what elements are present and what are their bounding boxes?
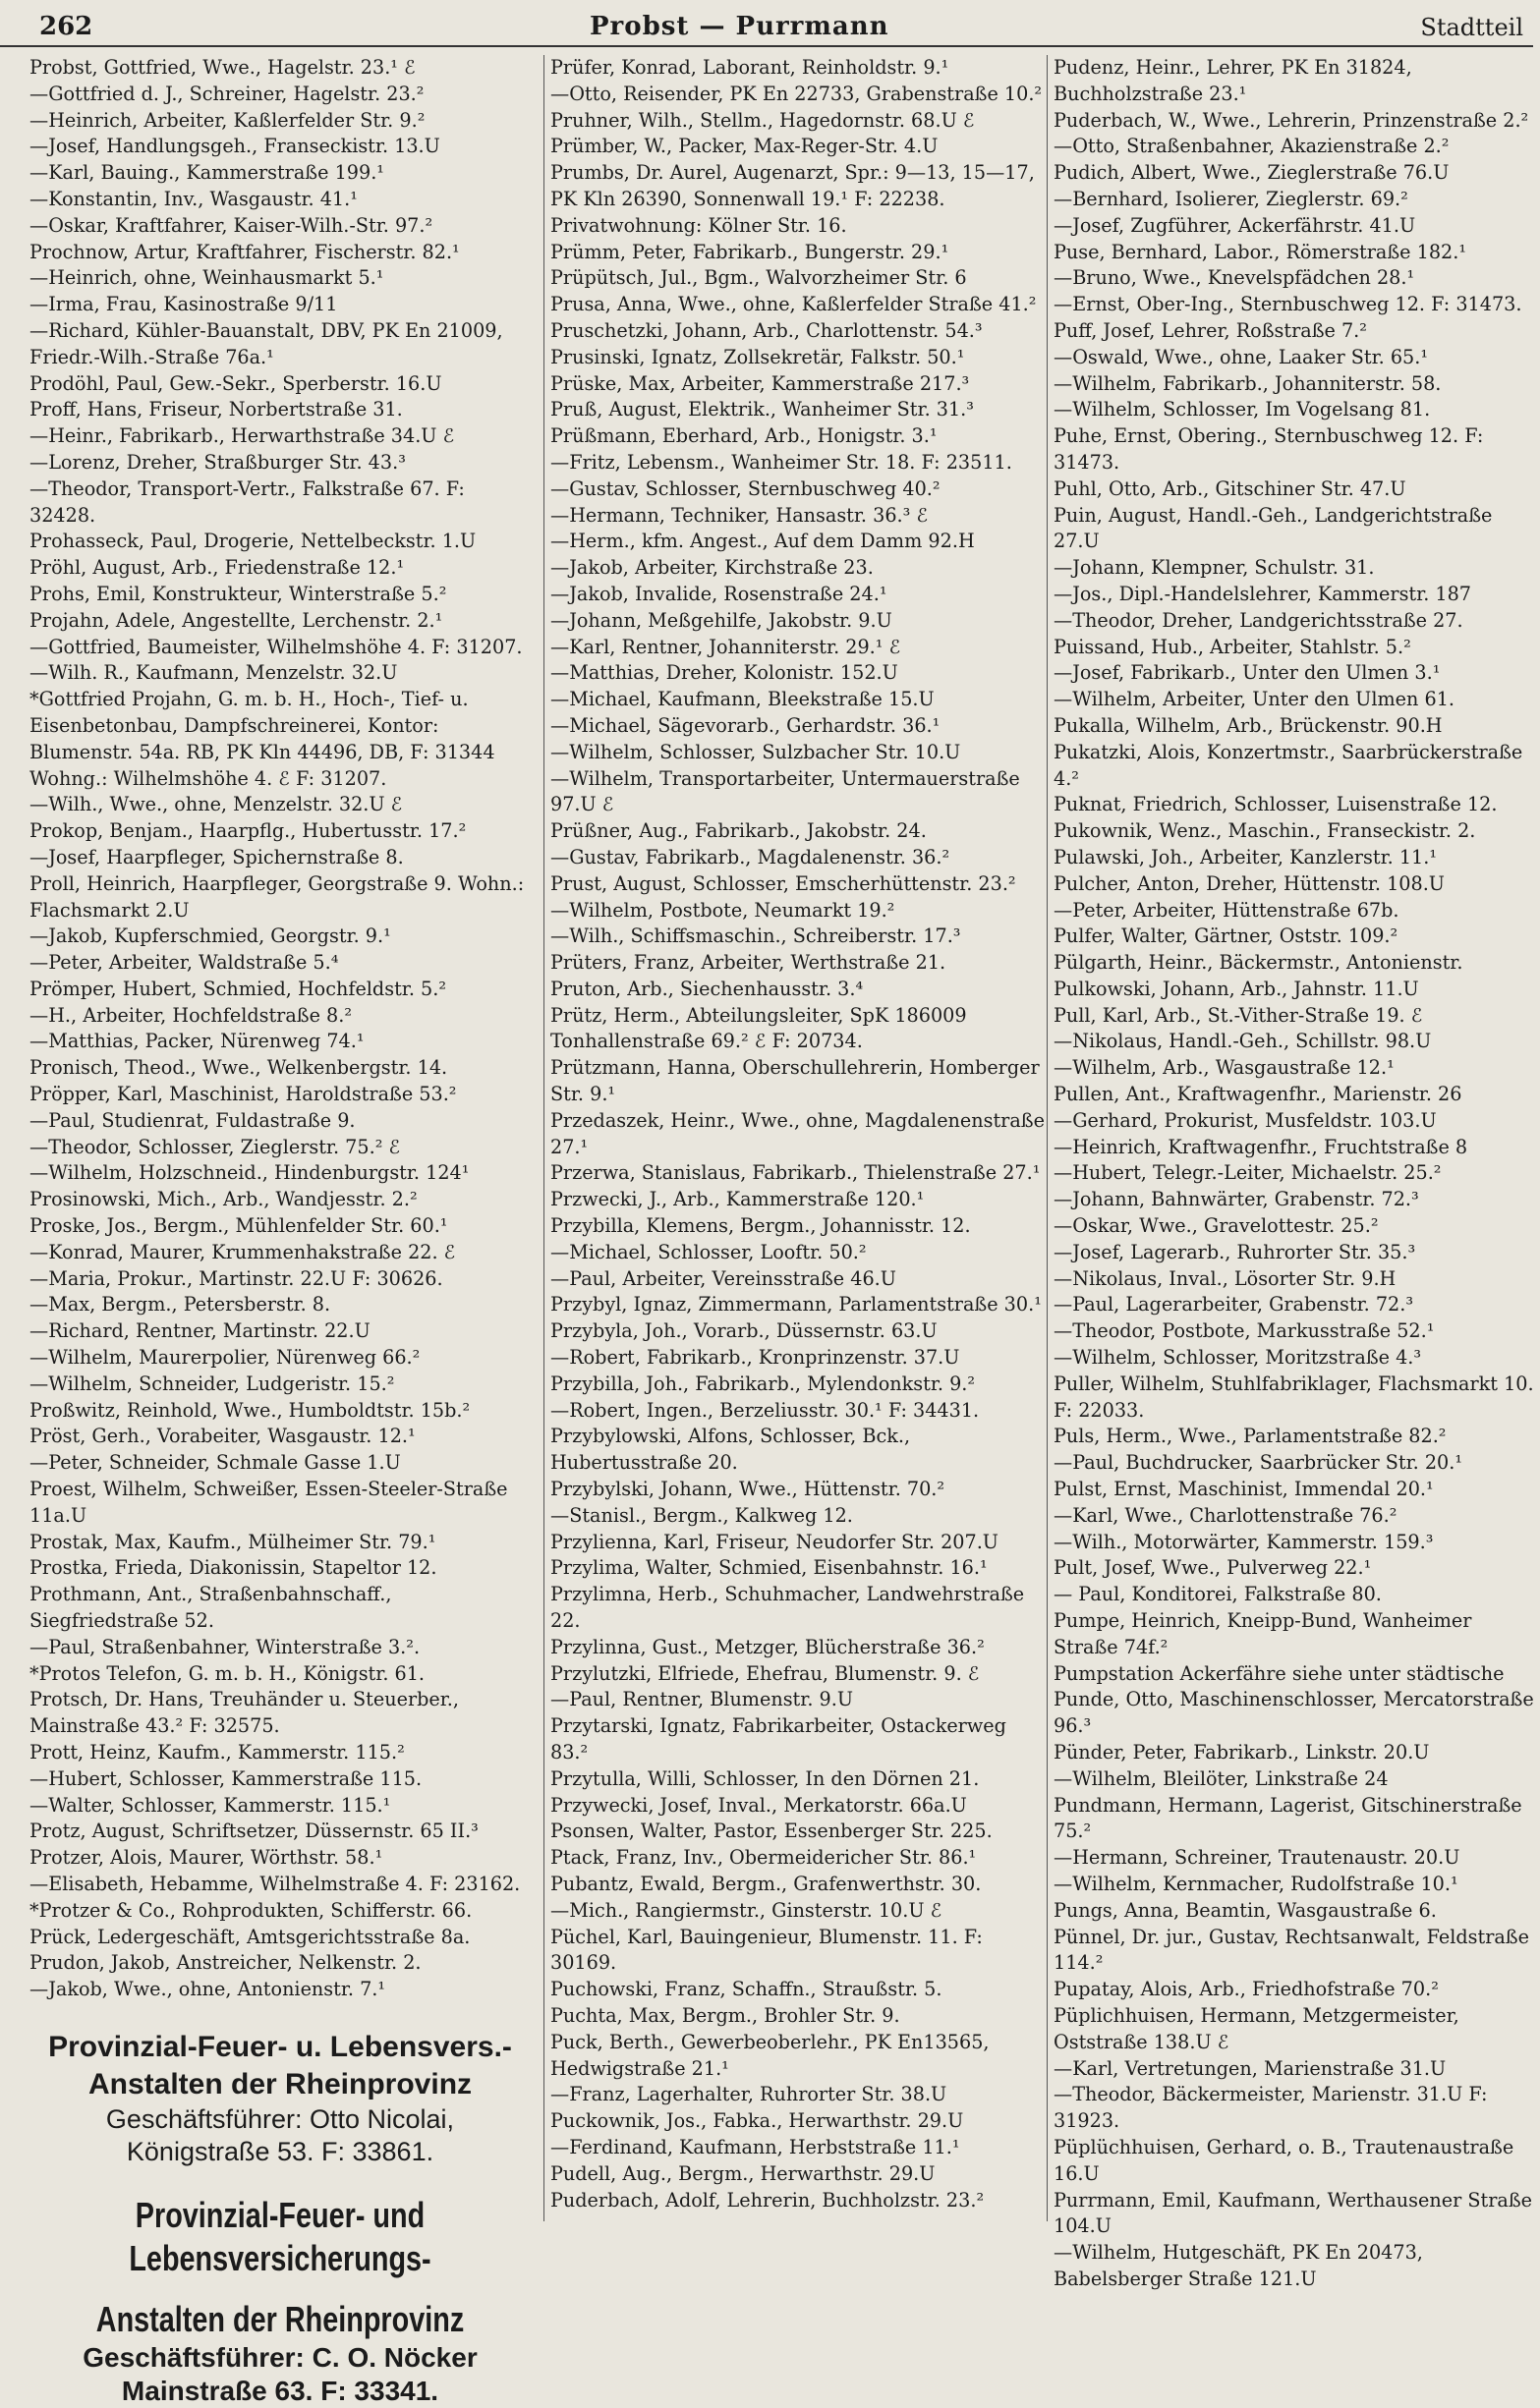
directory-entry: —Ferdinand, Kaufmann, Herbststraße 11.¹ — [550, 2135, 960, 2158]
directory-entry: —Peter, Schneider, Schmale Gasse 1.U — [29, 1451, 401, 1475]
directory-entry: —Theodor, Bäckermeister, Marienstr. 31.U F: 31923. — [1054, 2083, 1488, 2133]
directory-entry: —Elisabeth, Hebamme, Wilhelmstraße 4. F: 23162. — [29, 1872, 521, 1895]
directory-entry: Puin, August, Handl.-Geh., Landgerichtstraße 27.U — [1054, 503, 1493, 553]
directory-entry: Prümm, Peter, Fabrikarb., Bungerstr. 29.¹ — [550, 240, 949, 263]
directory-entry: —Hubert, Schlosser, Kammerstraße 115. — [29, 1766, 423, 1790]
directory-entry: Prott, Heinz, Kaufm., Kammerstr. 115.² — [29, 1741, 405, 1764]
directory-entry: Pünder, Peter, Fabrikarb., Linkstr. 20.U — [1054, 1741, 1430, 1764]
directory-entry: —Josef, Fabrikarb., Unter den Ulmen 3.¹ — [1054, 661, 1441, 685]
directory-entry: Puknat, Friedrich, Schlosser, Luisenstraße 12. — [1054, 793, 1498, 816]
directory-entry: Przylimna, Herb., Schuhmacher, Landwehrstraße 22. — [550, 1583, 1025, 1633]
ad1-title-line1: Provinzial-Feuer- u. Lebensvers.- — [48, 2030, 512, 2063]
directory-entry: Purrmann, Emil, Kaufmann, Werthausener Straße 104.U — [1054, 2188, 1532, 2238]
directory-entry: Pudich, Albert, Wwe., Zieglerstraße 76.U — [1054, 161, 1450, 185]
directory-entry: —Wilhelm, Schlosser, Sulzbacher Str. 10.U — [550, 740, 961, 763]
directory-entry: Psonsen, Walter, Pastor, Essenberger Str. 225. — [550, 1820, 993, 1843]
directory-entry: —Paul, Studienrat, Fuldastraße 9. — [29, 1108, 356, 1132]
directory-entry: Projahn, Adele, Angestellte, Lerchenstr. 2.¹ — [29, 608, 443, 632]
directory-entry: Przylienna, Karl, Friseur, Neudorfer Str. 207.U — [550, 1530, 998, 1553]
directory-entry: Pulkowski, Johann, Arb., Jahnstr. 11.U — [1054, 977, 1419, 1000]
directory-entry: Puhl, Otto, Arb., Gitschiner Str. 47.U — [1054, 476, 1406, 500]
directory-entry: —Wilhelm, Hutgeschäft, PK En 20473, Babelsberger Straße 121.U — [1054, 2241, 1423, 2290]
directory-entry: Prüfer, Konrad, Laborant, Reinholdstr. 9.¹ — [550, 56, 949, 79]
directory-entry: —Jakob, Wwe., ohne, Antonienstr. 7.¹ — [29, 1978, 386, 2001]
directory-entry: —Irma, Frau, Kasinostraße 9/11 — [29, 293, 338, 316]
directory-entry: Przybilla, Joh., Fabrikarb., Mylendonkstr. 9.² — [550, 1372, 976, 1395]
directory-entry: —Robert, Fabrikarb., Kronprinzenstr. 37.U — [550, 1346, 960, 1370]
directory-entry: —Gottfried d. J., Schreiner, Hagelstr. 23.² — [29, 82, 425, 105]
directory-entry: —Oskar, Wwe., Gravelottestr. 25.² — [1054, 1214, 1379, 1238]
directory-entry: Przylinna, Gust., Metzger, Blücherstraße 36.² — [550, 1635, 985, 1658]
directory-entry: Püplüchhuisen, Gerhard, o. B., Trautenaustraße 16.U — [1054, 2135, 1514, 2185]
directory-entry: Pukownik, Wenz., Maschin., Franseckistr. 2. — [1054, 819, 1476, 843]
directory-entry: —Bruno, Wwe., Knevelspfädchen 28.¹ — [1054, 266, 1415, 290]
directory-entry: Przerwa, Stanislaus, Fabrikarb., Thielenstraße 27.¹ — [550, 1161, 1041, 1185]
directory-entry: —Ernst, Ober-Ing., Sternbuschweg 12. F: 31473. — [1054, 293, 1522, 316]
directory-entry: Pruhner, Wilh., Stellm., Hagedornstr. 68.U ℰ — [550, 108, 975, 132]
directory-entry: Prohasseck, Paul, Drogerie, Nettelbeckstr. 1.U — [29, 530, 477, 553]
directory-entry: Przytulla, Willi, Schlosser, In den Dörnen 21. — [550, 1766, 980, 1790]
directory-entry: Przybylski, Johann, Wwe., Hüttenstr. 70.² — [550, 1478, 945, 1501]
directory-entry: Pröhl, August, Arb., Friedenstraße 12.¹ — [29, 556, 405, 580]
directory-entry: Pull, Karl, Arb., St.-Vither-Straße 19. ℰ — [1054, 1003, 1423, 1027]
directory-entry: Probst, Gottfried, Wwe., Hagelstr. 23.¹ ℰ — [29, 56, 416, 79]
entry-list-3 — [1054, 55, 1540, 2293]
directory-entry: Püchel, Karl, Bauingenieur, Blumenstr. 11. F: 30169. — [550, 1925, 983, 1975]
directory-entry: —Heinr., Fabrikarb., Herwarthstraße 34.U ℰ — [29, 424, 455, 448]
directory-entry: —Wilh., Wwe., ohne, Menzelstr. 32.U ℰ — [29, 793, 403, 816]
directory-entry: Przylima, Walter, Schmied, Eisenbahnstr. 16.¹ — [550, 1556, 988, 1580]
ad2-manager: Geschäftsführer: C. O. Nöcker — [83, 2341, 478, 2373]
directory-entry: Prusinski, Ignatz, Zollsekretär, Falkstr. 50.¹ — [550, 345, 965, 368]
directory-entry: Pruschetzki, Johann, Arb., Charlottenstr. 54.³ — [550, 318, 983, 342]
directory-entry: —Nikolaus, Inval., Lösorter Str. 9.H — [1054, 1266, 1397, 1290]
directory-entry: Prostak, Max, Kaufm., Mülheimer Str. 79.¹ — [29, 1530, 436, 1553]
directory-entry: Przwecki, J., Arb., Kammerstraße 120.¹ — [550, 1188, 925, 1211]
directory-entry: —Bernhard, Isolierer, Zieglerstr. 69.² — [1054, 187, 1408, 210]
directory-entry: Prust, August, Schlosser, Emscherhüttenstr. 23.² — [550, 871, 1016, 895]
directory-entry: Pröst, Gerh., Vorabeiter, Wasgaustr. 12.¹ — [29, 1425, 416, 1448]
directory-entry: —Richard, Kühler-Bauanstalt, DBV, PK En 21009, Friedr.-Wilh.-Straße 76a.¹ — [29, 318, 503, 368]
directory-entry: —Theodor, Dreher, Landgerichtsstraße 27. — [1054, 608, 1463, 632]
ad2-address: Mainstraße 63. F: 33341. — [121, 2375, 439, 2406]
directory-entry: —Jakob, Arbeiter, Kirchstraße 23. — [550, 556, 874, 580]
directory-entry: —Jakob, Invalide, Rosenstraße 24.¹ — [550, 582, 887, 605]
directory-entry: —Mich., Rangiermstr., Ginsterstr. 10.U ℰ — [550, 1898, 942, 1922]
directory-entry: Prützmann, Hanna, Oberschullehrerin, Homberger Str. 9.¹ — [550, 1056, 1040, 1106]
directory-entry: —Karl, Vertretungen, Marienstraße 31.U — [1054, 2056, 1447, 2080]
directory-entry: —Wilhelm, Schneider, Ludgeristr. 15.² — [29, 1372, 395, 1395]
directory-entry: —Robert, Ingen., Berzeliusstr. 30.¹ F: 34431. — [550, 1398, 980, 1422]
directory-entry: —Theodor, Schlosser, Zieglerstr. 75.² ℰ — [29, 1135, 401, 1158]
page-range-title: Probst — Purrmann — [590, 12, 889, 41]
directory-entry: Pumpe, Heinrich, Kneipp-Bund, Wanheimer Straße 74f.² — [1054, 1609, 1472, 1658]
directory-entry: —Wilhelm, Arbeiter, Unter den Ulmen 61. — [1054, 688, 1455, 711]
directory-entry: Pudenz, Heinr., Lehrer, PK En 31824, Buchholzstraße 23.¹ — [1054, 56, 1412, 105]
directory-entry: Przywecki, Josef, Inval., Merkatorstr. 66a.U — [550, 1793, 967, 1817]
directory-entry: Prochnow, Artur, Kraftfahrer, Fischerstr. 82.¹ — [29, 240, 460, 263]
directory-entry: —Josef, Zugführer, Ackerfährstr. 41.U — [1054, 213, 1416, 237]
directory-entry: Pülgarth, Heinr., Bäckermstr., Antonienstr. — [1054, 951, 1463, 975]
directory-entry: Puchta, Max, Bergm., Brohler Str. 9. — [550, 2003, 900, 2027]
directory-entry: Proll, Heinrich, Haarpfleger, Georgstraße 9. Wohn.: Flachsmarkt 2.U — [29, 871, 525, 922]
directory-entry: *Gottfried Projahn, G. m. b. H., Hoch-, Tief- u. Eisenbetonbau, Dampfschreinerei, Kontor: Blumenstr. 54a. RB, PK Kln 44496, DB, F: 31344 Wohng.: Wilhelmshöhe 4. ℰ F: 31207. — [29, 688, 495, 790]
directory-entry: —Theodor, Transport-Vertr., Falkstraße 67. F: 32428. — [29, 476, 465, 527]
directory-entry: Punde, Otto, Maschinenschlosser, Mercatorstraße 96.³ — [1054, 1688, 1534, 1738]
directory-entry: —Karl, Wwe., Charlottenstraße 76.² — [1054, 1503, 1397, 1527]
directory-entry: Puls, Herm., Wwe., Parlamentstraße 82.² — [1054, 1425, 1447, 1448]
directory-entry: —Heinrich, Arbeiter, Kaßlerfelder Str. 9.² — [29, 108, 426, 132]
directory-entry: Prüters, Franz, Arbeiter, Werthstraße 21. — [550, 951, 946, 975]
directory-entry: Pröpper, Karl, Maschinist, Haroldstraße 53.² — [29, 1083, 457, 1106]
directory-entry: —Heinrich, ohne, Weinhausmarkt 5.¹ — [29, 266, 384, 290]
directory-entry: Prumbs, Dr. Aurel, Augenarzt, Spr.: 9—13, 15—17, PK Kln 26390, Sonnenwall 19.¹ F: 22238. Privatwohnung: Kölner Str. 16. — [550, 161, 1035, 237]
directory-entry: Prohs, Emil, Konstrukteur, Winterstraße 5.² — [29, 582, 447, 605]
directory-entry: Pullen, Ant., Kraftwagenfhr., Marienstr. 26 — [1054, 1083, 1462, 1106]
directory-entry: —Paul, Lagerarbeiter, Grabenstr. 72.³ — [1054, 1293, 1414, 1316]
directory-entry: Puchowski, Franz, Schaffn., Straußstr. 5. — [550, 1978, 942, 2001]
directory-entry: — Paul, Konditorei, Falkstraße 80. — [1054, 1583, 1382, 1606]
advertisement-1 — [29, 2029, 531, 2168]
column-3 — [1047, 55, 1540, 2290]
directory-entry: Pupatay, Alois, Arb., Friedhofstraße 70.² — [1054, 1978, 1439, 2001]
directory-entry: Prodöhl, Paul, Gew.-Sekr., Sperberstr. 16.U — [29, 371, 442, 395]
directory-entry: Przybyla, Joh., Vorarb., Düssernstr. 63.U — [550, 1319, 938, 1343]
directory-entry: Pünnel, Dr. jur., Gustav, Rechtsanwalt, Feldstraße 114.² — [1054, 1925, 1529, 1975]
directory-entry: —Konrad, Maurer, Krummenhakstraße 22. ℰ — [29, 1240, 456, 1263]
directory-entry: Przylutzki, Elfriede, Ehefrau, Blumenstr. 9. ℰ — [550, 1661, 980, 1685]
column-1 — [29, 55, 531, 2406]
directory-entry: Prothmann, Ant., Straßenbahnschaff., Siegfriedstraße 52. — [29, 1583, 392, 1633]
directory-entry: Proest, Wilhelm, Schweißer, Essen-Steeler-Straße 11a.U — [29, 1478, 508, 1527]
directory-entry: Prokop, Benjam., Haarpflg., Hubertusstr. 17.² — [29, 819, 467, 843]
directory-entry: —Peter, Arbeiter, Hüttenstraße 67b. — [1054, 898, 1399, 922]
directory-entry: Pukatzki, Alois, Konzertmstr., Saarbrückerstraße 4.² — [1054, 740, 1523, 790]
directory-entry: Protzer, Alois, Maurer, Wörthstr. 58.¹ — [29, 1846, 383, 1870]
directory-entry: —Franz, Lagerhalter, Ruhrorter Str. 38.U — [550, 2083, 947, 2106]
directory-entry: Pumpstation Ackerfähre siehe unter städtische — [1054, 1661, 1505, 1685]
directory-entry: —Michael, Schlosser, Looftr. 50.² — [550, 1240, 867, 1263]
directory-entry: Protsch, Dr. Hans, Treuhänder u. Steuerber., Mainstraße 43.² F: 32575. — [29, 1688, 460, 1738]
advertisement-2 — [29, 2194, 531, 2408]
directory-entry: —Josef, Lagerarb., Ruhrorter Str. 35.³ — [1054, 1240, 1416, 1263]
directory-entry: Puck, Berth., Gewerbeoberlehr., PK En13565, Hedwigstraße 21.¹ — [550, 2030, 990, 2080]
directory-entry: Puderbach, W., Wwe., Lehrerin, Prinzenstraße 2.² — [1054, 108, 1529, 132]
directory-entry: Pundmann, Hermann, Lagerist, Gitschinerstraße 75.² — [1054, 1793, 1522, 1843]
directory-entry: Prümber, W., Packer, Max-Reger-Str. 4.U — [550, 135, 939, 158]
directory-entry: Pulcher, Anton, Dreher, Hüttenstr. 108.U — [1054, 871, 1445, 895]
directory-entry: Pronisch, Theod., Wwe., Welkenbergstr. 14. — [29, 1056, 448, 1080]
directory-entry: —Wilhelm, Holzschneid., Hindenburgstr. 124¹ — [29, 1161, 470, 1185]
directory-entry: Prüßner, Aug., Fabrikarb., Jakobstr. 24. — [550, 819, 927, 843]
directory-entry: —Michael, Sägevorarb., Gerhardstr. 36.¹ — [550, 713, 941, 737]
directory-entry: —Fritz, Lebensm., Wanheimer Str. 18. F: 23511. — [550, 450, 1012, 474]
directory-entry: Przybilla, Klemens, Bergm., Johannisstr. 12. — [550, 1214, 971, 1238]
directory-entry: Puff, Josef, Lehrer, Roßstraße 7.² — [1054, 318, 1367, 342]
directory-entry: —Lorenz, Dreher, Straßburger Str. 43.³ — [29, 450, 406, 474]
directory-entry: —Paul, Rentner, Blumenstr. 9.U — [550, 1688, 854, 1711]
directory-entry: Prusa, Anna, Wwe., ohne, Kaßlerfelder Straße 41.² — [550, 293, 1037, 316]
directory-entry: Przybyl, Ignaz, Zimmermann, Parlamentstraße 30.¹ — [550, 1293, 1042, 1316]
directory-entry: Ptack, Franz, Inv., Obermeidericher Str. 86.¹ — [550, 1846, 977, 1870]
directory-entry: Przybylowski, Alfons, Schlosser, Bck., Hubertusstraße 20. — [550, 1425, 911, 1475]
directory-entry: —Theodor, Postbote, Markusstraße 52.¹ — [1054, 1319, 1435, 1343]
directory-entry: Puderbach, Adolf, Lehrerin, Buchholzstr. 23.² — [550, 2188, 985, 2212]
directory-entry: —Wilhelm, Bleilöter, Linkstraße 24 — [1054, 1766, 1389, 1790]
directory-entry: —Wilh. R., Kaufmann, Menzelstr. 32.U — [29, 661, 398, 685]
directory-entry: Pult, Josef, Wwe., Pulverweg 22.¹ — [1054, 1556, 1372, 1580]
directory-entry: Proff, Hans, Friseur, Norbertstraße 31. — [29, 398, 403, 421]
directory-entry: —Wilhelm, Maurerpolier, Nürenweg 66.² — [29, 1346, 421, 1370]
directory-entry: —Paul, Straßenbahner, Winterstraße 3.². — [29, 1635, 421, 1658]
directory-entry: —Matthias, Packer, Nürenweg 74.¹ — [29, 1030, 365, 1053]
directory-entry: Protz, August, Schriftsetzer, Düssernstr. 65 II.³ — [29, 1820, 479, 1843]
directory-entry: —Wilhelm, Schlosser, Im Vogelsang 81. — [1054, 398, 1431, 421]
directory-entry: Puhe, Ernst, Obering., Sternbuschweg 12. F: 31473. — [1054, 424, 1484, 474]
directory-entry: —Heinrich, Kraftwagenfhr., Fruchtstraße 8 — [1054, 1135, 1468, 1158]
directory-entry: —Herm., kfm. Angest., Auf dem Damm 92.H — [550, 530, 975, 553]
directory-entry: —Karl, Rentner, Johanniterstr. 29.¹ ℰ — [550, 635, 901, 658]
directory-entry: —Otto, Straßenbahner, Akazienstraße 2.² — [1054, 135, 1450, 158]
directory-entry: —Oskar, Kraftfahrer, Kaiser-Wilh.-Str. 97.² — [29, 213, 433, 237]
directory-entry: —Wilh., Schiffsmaschin., Schreiberstr. 17.³ — [550, 924, 961, 948]
directory-entry: Prudon, Jakob, Anstreicher, Nelkenstr. 2. — [29, 1951, 422, 1975]
directory-entry: Prömper, Hubert, Schmied, Hochfeldstr. 5.² — [29, 977, 447, 1000]
directory-entry: —Gerhard, Prokurist, Musfeldstr. 103.U — [1054, 1108, 1437, 1132]
directory-entry: Przytarski, Ignatz, Fabrikarbeiter, Ostackerweg 83.² — [550, 1714, 1006, 1764]
section-label: Stadtteil — [1420, 14, 1523, 41]
directory-entry: Pubantz, Ewald, Bergm., Grafenwerthstr. 30. — [550, 1872, 982, 1895]
directory-entry: —Hermann, Schreiner, Trautenaustr. 20.U — [1054, 1846, 1460, 1870]
directory-entry: —Richard, Rentner, Martinstr. 22.U — [29, 1319, 371, 1343]
directory-entry: Pulfer, Walter, Gärtner, Oststr. 109.² — [1054, 924, 1398, 948]
directory-entry: —Matthias, Dreher, Kolonistr. 152.U — [550, 661, 898, 685]
directory-entry: —Walter, Schlosser, Kammerstr. 115.¹ — [29, 1793, 391, 1817]
directory-entry: —Wilhelm, Transportarbeiter, Untermauerstraße 97.U ℰ — [550, 766, 1020, 816]
directory-entry: Püplichhuisen, Hermann, Metzgermeister, Oststraße 138.U ℰ — [1054, 2003, 1459, 2053]
directory-entry: —Hubert, Telegr.-Leiter, Michaelstr. 25.² — [1054, 1161, 1442, 1185]
directory-entry: Proske, Jos., Bergm., Mühlenfelder Str. 60.¹ — [29, 1214, 448, 1238]
directory-entry: Przedaszek, Heinr., Wwe., ohne, Magdalenenstraße 27.¹ — [550, 1108, 1045, 1158]
directory-entry: Proßwitz, Reinhold, Wwe., Humboldtstr. 15b.² — [29, 1398, 471, 1422]
directory-entry: —Nikolaus, Handl.-Geh., Schillstr. 98.U — [1054, 1030, 1432, 1053]
ad1-manager: Geschäftsführer: Otto Nicolai, — [105, 2103, 455, 2134]
directory-entry: —Wilhelm, Kernmacher, Rudolfstraße 10.¹ — [1054, 1872, 1458, 1895]
directory-entry: —Paul, Arbeiter, Vereinsstraße 46.U — [550, 1266, 896, 1290]
entry-list-2 — [550, 55, 1047, 2213]
directory-entry: Prüske, Max, Arbeiter, Kammerstraße 217.³ — [550, 371, 970, 395]
page-header — [0, 0, 1533, 47]
directory-entry: —Gottfried, Baumeister, Wilhelmshöhe 4. F: 31207. — [29, 635, 523, 658]
directory-entry: —Josef, Handlungsgeh., Franseckistr. 13.U — [29, 135, 440, 158]
directory-entry: —Hermann, Techniker, Hansastr. 36.³ ℰ — [550, 503, 929, 527]
ad2-title-line1: Provinzial-Feuer- und Lebensversicherungs- — [129, 2194, 431, 2278]
directory-entry: Puckownik, Jos., Fabka., Herwarthstr. 29.U — [550, 2109, 964, 2133]
directory-entry: —Jos., Dipl.-Handelslehrer, Kammerstr. 187 — [1054, 582, 1472, 605]
directory-entry: —H., Arbeiter, Hochfeldstraße 8.² — [29, 1003, 353, 1027]
directory-entry: —Johann, Klempner, Schulstr. 31. — [1054, 556, 1375, 580]
directory-entry: Puller, Wilhelm, Stuhlfabriklager, Flachsmarkt 10. F: 22033. — [1054, 1372, 1534, 1422]
page-number: 262 — [39, 12, 93, 41]
directory-entry: Pulawski, Joh., Arbeiter, Kanzlerstr. 11.¹ — [1054, 845, 1438, 868]
directory-entry: —Karl, Bauing., Kammerstraße 199.¹ — [29, 161, 384, 185]
directory-entry: Puissand, Hub., Arbeiter, Stahlstr. 5.² — [1054, 635, 1411, 658]
directory-entry: —Josef, Haarpfleger, Spichernstraße 8. — [29, 845, 404, 868]
directory-entry: Pruß, August, Elektrik., Wanheimer Str. 31.³ — [550, 398, 974, 421]
directory-entry: Prüßmann, Eberhard, Arb., Honigstr. 3.¹ — [550, 424, 938, 448]
directory-entry: Prüpütsch, Jul., Bgm., Walvorzheimer Str. 6 — [550, 266, 967, 290]
directory-entry: Prosinowski, Mich., Arb., Wandjesstr. 2.² — [29, 1188, 418, 1211]
directory-entry: Pungs, Anna, Beamtin, Wasgaustraße 6. — [1054, 1898, 1437, 1922]
directory-entry: —Wilhelm, Postbote, Neumarkt 19.² — [550, 898, 895, 922]
ad1-address: Königstraße 53. F: 33861. — [126, 2136, 434, 2166]
directory-entry: —Wilhelm, Arb., Wasgaustraße 12.¹ — [1054, 1056, 1395, 1080]
ad2-title-line2: Anstalten der Rheinprovinz — [95, 2298, 465, 2339]
ad1-title-line2: Anstalten der Rheinprovinz — [87, 2067, 473, 2100]
directory-entry: —Johann, Meßgehilfe, Jakobstr. 9.U — [550, 608, 892, 632]
directory-entry: —Wilhelm, Schlosser, Moritzstraße 4.³ — [1054, 1346, 1422, 1370]
directory-entry: —Gustav, Fabrikarb., Magdalenenstr. 36.² — [550, 845, 950, 868]
directory-entry: —Jakob, Kupferschmied, Georgstr. 9.¹ — [29, 924, 391, 948]
directory-entry: —Konstantin, Inv., Wasgaustr. 41.¹ — [29, 187, 358, 210]
entry-list-1 — [29, 55, 531, 2003]
directory-entry: Puse, Bernhard, Labor., Römerstraße 182.¹ — [1054, 240, 1467, 263]
directory-entry: —Oswald, Wwe., ohne, Laaker Str. 65.¹ — [1054, 345, 1429, 368]
directory-entry: —Maria, Prokur., Martinstr. 22.U F: 30626. — [29, 1266, 443, 1290]
directory-entry: —Otto, Reisender, PK En 22733, Grabenstraße 10.² — [550, 82, 1043, 105]
directory-entry: Pukalla, Wilhelm, Arb., Brückenstr. 90.H — [1054, 713, 1443, 737]
directory-entry: —Johann, Bahnwärter, Grabenstr. 72.³ — [1054, 1188, 1419, 1211]
directory-entry: —Stanisl., Bergm., Kalkweg 12. — [550, 1503, 853, 1527]
directory-entry: —Max, Bergm., Petersberstr. 8. — [29, 1293, 331, 1316]
directory-entry: —Michael, Kaufmann, Bleekstraße 15.U — [550, 688, 935, 711]
directory-entry: Pudell, Aug., Bergm., Herwarthstr. 29.U — [550, 2161, 936, 2185]
directory-entry: Prostka, Frieda, Diakonissin, Stapeltor 12. — [29, 1556, 437, 1580]
directory-entry: —Wilhelm, Fabrikarb., Johanniterstr. 58. — [1054, 371, 1442, 395]
directory-entry: Pulst, Ernst, Maschinist, Immendal 20.¹ — [1054, 1478, 1434, 1501]
directory-entry: —Peter, Arbeiter, Waldstraße 5.⁴ — [29, 951, 339, 975]
directory-entry: —Gustav, Schlosser, Sternbuschweg 40.² — [550, 476, 941, 500]
directory-entry: Prück, Ledergeschäft, Amtsgerichtsstraße 8a. — [29, 1925, 471, 1948]
directory-entry: —Paul, Buchdrucker, Saarbrücker Str. 20.¹ — [1054, 1451, 1463, 1475]
directory-entry: *Protzer & Co., Rohprodukten, Schifferstr. 66. — [29, 1898, 473, 1922]
directory-entry: Pruton, Arb., Siechenhausstr. 3.⁴ — [550, 977, 864, 1000]
directory-entry: Prütz, Herm., Abteilungsleiter, SpK 186009 Tonhallenstraße 69.² ℰ F: 20734. — [550, 1003, 967, 1053]
column-2 — [543, 55, 1047, 2221]
directory-entry: —Wilh., Motorwärter, Kammerstr. 159.³ — [1054, 1530, 1434, 1553]
directory-entry: *Protos Telefon, G. m. b. H., Königstr. 61. — [29, 1661, 426, 1685]
